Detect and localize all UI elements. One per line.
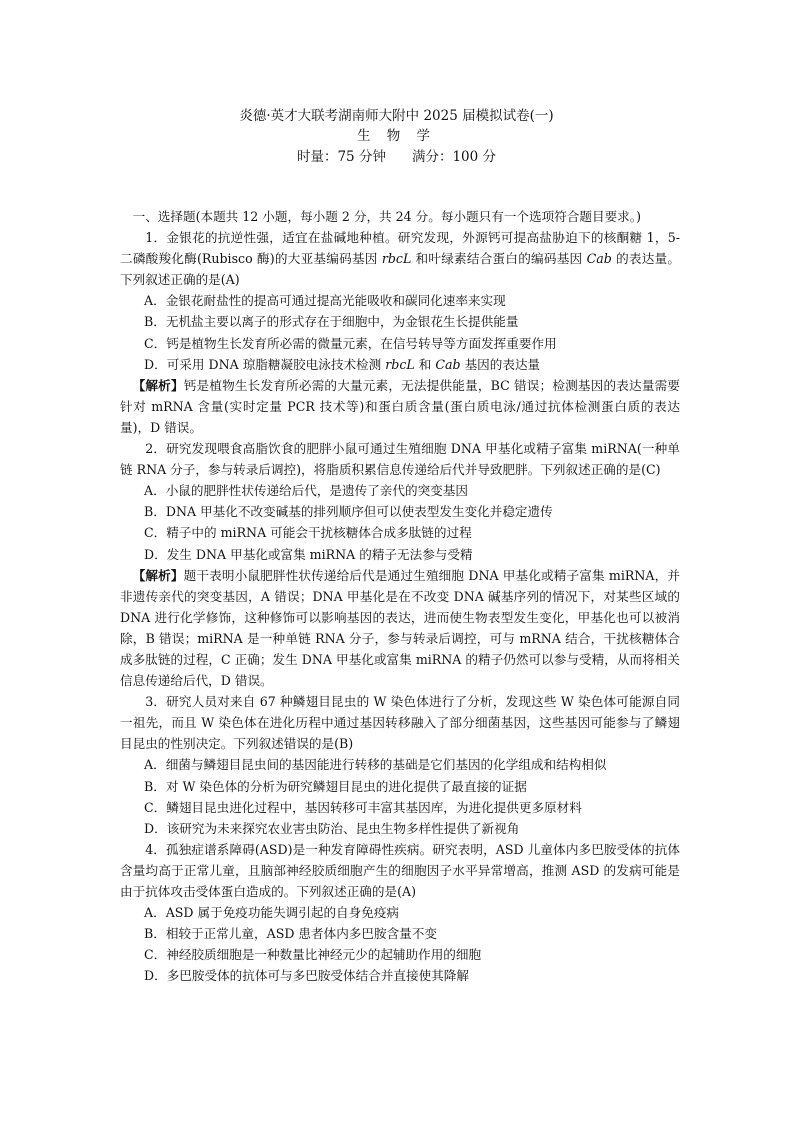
question-3-option-a: A．细菌与鳞翅目昆虫间的基因能进行转移的基础是它们基因的化学组成和结构相似 (144, 757, 607, 773)
section-heading: 一、选择题(本题共 12 小题，每小题 2 分，共 24 分。每小题只有一个选项符合题目要求。) (132, 209, 641, 224)
q1-analysis-text: 钙是植物生长发育所必需的大量元素，无法提供能量，BC 错误；检测基因的表达量需要针对 mRNA 含量(实时定量 PCR 技术等)和蛋白质含量(蛋白质电泳/通过抗体检测蛋白质的表达量)，D 错误。 (120, 377, 680, 435)
question-2-option-b: B．DNA 甲基化不改变碱基的排列顺序但可以使表型发生变化并稳定遗传 (144, 504, 553, 520)
question-4-stem: 4．孤独症谱系障碍(ASD)是一种发育障碍性疾病。研究表明，ASD 儿童体内多巴胺受体的抗体含量均高于正常儿童，且脑部神经胶质细胞产生的细胞因子水平异常增高，推测 ASD 的发病可能是由于抗体攻击受体蛋白造成的。下列叙述正确的是(A) (120, 841, 680, 899)
q1-gene-rbcl: rbcL (381, 251, 412, 267)
q1-opt-d-text-b: 和 (414, 356, 436, 372)
q1-stem-text-b: 和叶绿素结合蛋白的编码基因 (411, 251, 587, 267)
q1-gene-cab: Cab (586, 251, 612, 267)
question-2-option-c: C．精子中的 miRNA 可能会干扰核糖体合成多肽链的过程 (144, 525, 472, 541)
q1-opt-d-text-a: D．可采用 DNA 琼脂糖凝胶电泳技术检测 (144, 356, 386, 372)
exam-title: 炎德·英才大联考湖南师大附中 2025 届模拟试卷(一) (239, 108, 554, 124)
question-3-option-c: C．鳞翅目昆虫进化过程中，基因转移可丰富其基因库，为进化提供更多原材料 (144, 799, 582, 815)
question-3-option-d: D．该研究为未来探究农业害虫防治、昆虫生物多样性提供了新视角 (144, 820, 520, 836)
question-1-option-b: B．无机盐主要以离子的形式存在于细胞中，为金银花生长提供能量 (144, 314, 519, 330)
question-3-option-b: B．对 W 染色体的分析为研究鳞翅目昆虫的进化提供了最直接的证据 (144, 778, 527, 794)
exam-content (120, 206, 680, 986)
q1-opt-d-gene-cab: Cab (435, 356, 461, 372)
q1-stem-text-c: 的表达量。下列叙述正确的是(A) (120, 251, 680, 288)
exam-meta (0, 145, 793, 165)
question-4-option-d: D．多巴胺受体的抗体可与多巴胺受体结合并直接使其降解 (144, 968, 469, 984)
analysis-tag: 【解析】 (132, 377, 184, 393)
analysis-tag: 【解析】 (132, 567, 184, 583)
question-2-stem: 2．研究发现喂食高脂饮食的肥胖小鼠可通过生殖细胞 DNA 甲基化或精子富集 miRNA(一种单链 RNA 分子，参与转录后调控)，将脂质积累信息传递给后代并导致肥胖。下列叙述正确的是(C) (120, 441, 680, 478)
q1-stem-text-a: 1．金银花的抗逆性强，适宜在盐碱地种植。研究发现，外源钙可提高盐胁迫下的核酮糖 1，5-二磷酸羧化酶(Rubisco 酶)的大亚基编码基因 (120, 230, 680, 267)
question-1-option-a: A．金银花耐盐性的提高可通过提高光能吸收和碳同化速率来实现 (144, 293, 506, 309)
question-1-option-d (120, 354, 680, 375)
question-3-stem: 3．研究人员对来自 67 种鳞翅目昆虫的 W 染色体进行了分析，发现这些 W 染色体可能源自同一祖先，而且 W 染色体在进化历程中通过基因转移融入了部分细菌基因，这些基因可能参与了鳞翅目昆虫的性别决定。下列叙述错误的是(B) (120, 694, 680, 752)
question-2-analysis (120, 565, 680, 692)
question-1-stem (120, 227, 680, 290)
question-2-option-d: D．发生 DNA 甲基化或富集 miRNA 的精子无法参与受精 (144, 546, 473, 562)
question-4-option-a: A．ASD 属于免疫功能失调引起的自身免疫病 (144, 905, 400, 921)
question-1-option-c: C．钙是植物生长发育所必需的微量元素，在信号转导等方面发挥重要作用 (144, 335, 557, 351)
q2-analysis-text: 题干表明小鼠肥胖性状传递给后代是通过生殖细胞 DNA 甲基化或精子富集 miRNA，并非遗传亲代的突变基因，A 错误；DNA 甲基化是在不改变 DNA 碱基序列的情况下，对某些区域的 DNA 进行化学修饰，这种修饰可以影响基因的表达，进而使生物表型发生变化，甲基化也可以被消除，B 错误；miRNA 是一种单链 RNA 分子，参与转录后调控，可与 mRNA 结合，干扰核糖体合成多肽链的过程，C 正确；发生 DNA 甲基化或富集 miRNA 的精子仍然可以参与受精，从而将相关信息传递给后代，D 错误。 (120, 567, 680, 689)
question-1-analysis (120, 375, 680, 438)
question-2-option-a: A．小鼠的肥胖性状传递给后代，是遗传了亲代的突变基因 (144, 483, 468, 499)
q1-opt-d-text-c: 基因的表达量 (460, 356, 541, 372)
q1-opt-d-gene-rbcl: rbcL (385, 356, 415, 372)
question-4-option-c: C．神经胶质细胞是一种数量比神经元少的起辅助作用的细胞 (144, 947, 482, 963)
time-limit: 时量：75 分钟 (296, 149, 386, 165)
full-score: 满分：100 分 (411, 149, 497, 165)
subject-title: 生 物 学 (356, 128, 437, 144)
question-4-option-b: B．相较于正常儿童，ASD 患者体内多巴胺含量不变 (144, 926, 437, 942)
